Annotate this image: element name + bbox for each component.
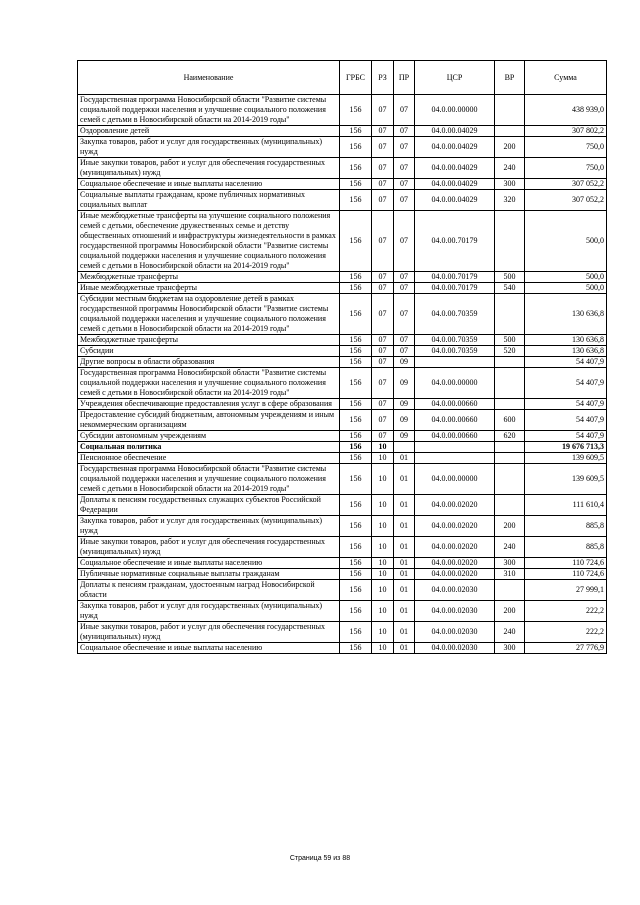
table-row — [78, 95, 607, 126]
cell-sum: 139 609,5 — [525, 453, 607, 464]
table-row — [78, 346, 607, 357]
table-header-row — [78, 61, 607, 95]
cell-name: Иные закупки товаров, работ и услуг для обеспечения государственных (муниципальных) нужд — [78, 622, 340, 643]
cell-vr: 240 — [495, 537, 525, 558]
cell-vr — [495, 464, 525, 495]
table-row — [78, 126, 607, 137]
cell-grbs: 156 — [340, 158, 372, 179]
cell-vr: 520 — [495, 346, 525, 357]
cell-pr — [394, 442, 415, 453]
cell-pr: 01 — [394, 580, 415, 601]
cell-vr — [495, 495, 525, 516]
cell-sum: 111 610,4 — [525, 495, 607, 516]
cell-vr: 200 — [495, 601, 525, 622]
cell-vr — [495, 368, 525, 399]
cell-grbs: 156 — [340, 442, 372, 453]
header-sum: Сумма — [525, 61, 607, 95]
cell-vr — [495, 453, 525, 464]
cell-sum: 500,0 — [525, 272, 607, 283]
cell-name: Субсидии местным бюджетам на оздоровление детей в рамках государственной программы Новосибирской области "Развитие системы социальной поддержки населения и улучшение социального положения семей с детьми в Новосибирской области на 2014-2019 годы" — [78, 294, 340, 335]
cell-csr: 04.0.00.02030 — [415, 622, 495, 643]
cell-sum: 438 939,0 — [525, 95, 607, 126]
cell-sum: 750,0 — [525, 137, 607, 158]
header-pr: ПР — [394, 61, 415, 95]
cell-sum: 19 676 713,3 — [525, 442, 607, 453]
cell-rz: 10 — [372, 558, 394, 569]
cell-vr: 500 — [495, 272, 525, 283]
cell-sum: 222,2 — [525, 622, 607, 643]
table-row — [78, 335, 607, 346]
cell-rz: 10 — [372, 442, 394, 453]
header-vr: ВР — [495, 61, 525, 95]
cell-rz: 10 — [372, 601, 394, 622]
cell-sum: 27 999,1 — [525, 580, 607, 601]
cell-csr — [415, 442, 495, 453]
table-row — [78, 580, 607, 601]
cell-sum: 750,0 — [525, 158, 607, 179]
cell-grbs: 156 — [340, 126, 372, 137]
cell-rz: 10 — [372, 495, 394, 516]
cell-name: Социальное обеспечение и иные выплаты населению — [78, 179, 340, 190]
cell-pr: 01 — [394, 537, 415, 558]
cell-vr — [495, 399, 525, 410]
cell-rz: 10 — [372, 580, 394, 601]
cell-vr: 320 — [495, 190, 525, 211]
cell-sum: 54 407,9 — [525, 399, 607, 410]
cell-grbs: 156 — [340, 335, 372, 346]
cell-vr: 200 — [495, 137, 525, 158]
table-row — [78, 399, 607, 410]
cell-name: Публичные нормативные социальные выплаты гражданам — [78, 569, 340, 580]
cell-grbs: 156 — [340, 622, 372, 643]
cell-pr: 07 — [394, 272, 415, 283]
cell-csr: 04.0.00.70359 — [415, 335, 495, 346]
cell-name: Закупка товаров, работ и услуг для государственных (муниципальных) нужд — [78, 516, 340, 537]
cell-sum: 130 636,8 — [525, 294, 607, 335]
cell-name: Государственная программа Новосибирской области "Развитие системы социальной поддержки населения и улучшение социального положения семей с детьми в Новосибирской области на 2014-2019 годы" — [78, 464, 340, 495]
cell-grbs: 156 — [340, 137, 372, 158]
cell-sum: 222,2 — [525, 601, 607, 622]
table-row — [78, 431, 607, 442]
cell-sum: 27 776,9 — [525, 643, 607, 654]
cell-csr: 04.0.00.02020 — [415, 537, 495, 558]
cell-grbs: 156 — [340, 211, 372, 272]
cell-rz: 10 — [372, 464, 394, 495]
cell-name: Иные межбюджетные трансферты на улучшение социального положения семей с детьми, обеспечение дружественных семье и детству общественных отношений и инфраструктуры жизнедеятельности в рамках государственной программы Новосибирской области "Развитие системы социальной поддержки населения и улучшение социального положения семей с детьми в Новосибирской области на 2014-2019 годы" — [78, 211, 340, 272]
cell-sum: 500,0 — [525, 283, 607, 294]
cell-grbs: 156 — [340, 431, 372, 442]
cell-pr: 01 — [394, 516, 415, 537]
cell-rz: 07 — [372, 399, 394, 410]
cell-pr: 09 — [394, 368, 415, 399]
cell-grbs: 156 — [340, 537, 372, 558]
header-grbs: ГРБС — [340, 61, 372, 95]
table-row — [78, 495, 607, 516]
cell-name: Социальное обеспечение и иные выплаты населению — [78, 643, 340, 654]
cell-csr: 04.0.00.00000 — [415, 368, 495, 399]
cell-vr — [495, 357, 525, 368]
cell-sum: 307 052,2 — [525, 190, 607, 211]
cell-name: Социальная политика — [78, 442, 340, 453]
cell-sum: 130 636,8 — [525, 335, 607, 346]
cell-vr — [495, 294, 525, 335]
cell-csr: 04.0.00.00660 — [415, 431, 495, 442]
cell-sum: 54 407,9 — [525, 410, 607, 431]
cell-sum: 139 609,5 — [525, 464, 607, 495]
cell-grbs: 156 — [340, 464, 372, 495]
cell-name: Государственная программа Новосибирской области "Развитие системы социальной поддержки населения и улучшение социального положения семей с детьми в Новосибирской области на 2014-2019 годы" — [78, 368, 340, 399]
cell-pr: 09 — [394, 399, 415, 410]
table-row — [78, 464, 607, 495]
cell-vr: 200 — [495, 516, 525, 537]
cell-grbs: 156 — [340, 601, 372, 622]
cell-csr: 04.0.00.02030 — [415, 643, 495, 654]
cell-name: Доплаты к пенсиям государственных служащих субъектов Российской Федерации — [78, 495, 340, 516]
cell-pr: 09 — [394, 357, 415, 368]
cell-name: Доплаты к пенсиям гражданам, удостоенным наград Новосибирской области — [78, 580, 340, 601]
cell-rz: 07 — [372, 346, 394, 357]
cell-name: Предоставление субсидий бюджетным, автономным учреждениям и иным некоммерческим организациям — [78, 410, 340, 431]
cell-sum: 307 052,2 — [525, 179, 607, 190]
cell-rz: 07 — [372, 335, 394, 346]
cell-grbs: 156 — [340, 643, 372, 654]
cell-vr: 500 — [495, 335, 525, 346]
cell-grbs: 156 — [340, 453, 372, 464]
cell-grbs: 156 — [340, 569, 372, 580]
cell-name: Другие вопросы в области образования — [78, 357, 340, 368]
cell-sum: 110 724,6 — [525, 558, 607, 569]
cell-rz: 07 — [372, 137, 394, 158]
cell-grbs: 156 — [340, 580, 372, 601]
cell-rz: 10 — [372, 643, 394, 654]
cell-pr: 07 — [394, 283, 415, 294]
cell-name: Иные межбюджетные трансферты — [78, 283, 340, 294]
header-name: Наименование — [78, 61, 340, 95]
budget-table — [77, 60, 607, 654]
cell-pr: 07 — [394, 211, 415, 272]
cell-grbs: 156 — [340, 357, 372, 368]
cell-name: Оздоровление детей — [78, 126, 340, 137]
cell-name: Государственная программа Новосибирской области "Развитие системы социальной поддержки населения и улучшение социального положения семей с детьми в Новосибирской области на 2014-2019 годы" — [78, 95, 340, 126]
table-row — [78, 537, 607, 558]
cell-grbs: 156 — [340, 516, 372, 537]
table-row — [78, 643, 607, 654]
cell-sum: 54 407,9 — [525, 357, 607, 368]
cell-vr: 300 — [495, 643, 525, 654]
cell-rz: 10 — [372, 453, 394, 464]
header-csr: ЦСР — [415, 61, 495, 95]
cell-name: Социальные выплаты гражданам, кроме публичных нормативных социальных выплат — [78, 190, 340, 211]
table-row — [78, 179, 607, 190]
cell-csr: 04.0.00.00660 — [415, 399, 495, 410]
cell-name: Учреждения обеспечивающие предоставления услуг в сфере образования — [78, 399, 340, 410]
cell-name: Субсидии — [78, 346, 340, 357]
cell-rz: 10 — [372, 569, 394, 580]
cell-pr: 07 — [394, 126, 415, 137]
cell-pr: 07 — [394, 335, 415, 346]
table-row — [78, 442, 607, 453]
cell-name: Иные закупки товаров, работ и услуг для обеспечения государственных (муниципальных) нужд — [78, 537, 340, 558]
cell-csr: 04.0.00.04029 — [415, 179, 495, 190]
table-row — [78, 368, 607, 399]
cell-csr: 04.0.00.04029 — [415, 126, 495, 137]
cell-rz: 10 — [372, 516, 394, 537]
cell-name: Межбюджетные трансферты — [78, 272, 340, 283]
cell-csr: 04.0.00.02020 — [415, 495, 495, 516]
cell-grbs: 156 — [340, 179, 372, 190]
cell-vr — [495, 126, 525, 137]
cell-sum: 110 724,6 — [525, 569, 607, 580]
cell-sum: 500,0 — [525, 211, 607, 272]
cell-rz: 07 — [372, 158, 394, 179]
cell-rz: 07 — [372, 190, 394, 211]
cell-sum: 885,8 — [525, 516, 607, 537]
page-number: Страница 59 из 88 — [289, 855, 351, 862]
cell-vr: 240 — [495, 158, 525, 179]
cell-pr: 01 — [394, 453, 415, 464]
cell-grbs: 156 — [340, 399, 372, 410]
cell-rz: 07 — [372, 211, 394, 272]
cell-csr: 04.0.00.04029 — [415, 158, 495, 179]
cell-vr: 300 — [495, 558, 525, 569]
table-row — [78, 211, 607, 272]
table-row — [78, 137, 607, 158]
cell-vr: 240 — [495, 622, 525, 643]
cell-pr: 01 — [394, 643, 415, 654]
cell-rz: 07 — [372, 283, 394, 294]
cell-grbs: 156 — [340, 272, 372, 283]
cell-vr — [495, 95, 525, 126]
cell-pr: 01 — [394, 569, 415, 580]
cell-rz: 07 — [372, 126, 394, 137]
cell-pr: 07 — [394, 294, 415, 335]
cell-csr — [415, 453, 495, 464]
cell-name: Субсидии автономным учреждениям — [78, 431, 340, 442]
cell-csr: 04.0.00.04029 — [415, 190, 495, 211]
cell-rz: 10 — [372, 622, 394, 643]
cell-csr: 04.0.00.70179 — [415, 211, 495, 272]
cell-vr — [495, 580, 525, 601]
cell-vr: 300 — [495, 179, 525, 190]
table-row — [78, 453, 607, 464]
cell-vr — [495, 211, 525, 272]
cell-sum: 885,8 — [525, 537, 607, 558]
cell-pr: 07 — [394, 346, 415, 357]
cell-pr: 07 — [394, 95, 415, 126]
cell-csr: 04.0.00.70179 — [415, 283, 495, 294]
cell-csr: 04.0.00.70359 — [415, 346, 495, 357]
cell-sum: 54 407,9 — [525, 431, 607, 442]
cell-rz: 07 — [372, 431, 394, 442]
cell-pr: 01 — [394, 558, 415, 569]
table-row — [78, 272, 607, 283]
cell-csr: 04.0.00.02020 — [415, 558, 495, 569]
cell-rz: 07 — [372, 272, 394, 283]
cell-csr: 04.0.00.00660 — [415, 410, 495, 431]
cell-pr: 09 — [394, 431, 415, 442]
cell-pr: 01 — [394, 495, 415, 516]
cell-sum: 307 802,2 — [525, 126, 607, 137]
header-rz: РЗ — [372, 61, 394, 95]
cell-name: Пенсионное обеспечение — [78, 453, 340, 464]
cell-name: Иные закупки товаров, работ и услуг для обеспечения государственных (муниципальных) нужд — [78, 158, 340, 179]
cell-pr: 07 — [394, 137, 415, 158]
table-row — [78, 601, 607, 622]
cell-csr — [415, 357, 495, 368]
cell-pr: 07 — [394, 190, 415, 211]
table-row — [78, 569, 607, 580]
cell-vr: 540 — [495, 283, 525, 294]
cell-rz: 07 — [372, 410, 394, 431]
cell-csr: 04.0.00.00000 — [415, 95, 495, 126]
cell-grbs: 156 — [340, 346, 372, 357]
cell-name: Закупка товаров, работ и услуг для государственных (муниципальных) нужд — [78, 137, 340, 158]
cell-grbs: 156 — [340, 294, 372, 335]
cell-grbs: 156 — [340, 410, 372, 431]
table-row — [78, 622, 607, 643]
table-row — [78, 516, 607, 537]
cell-vr — [495, 442, 525, 453]
cell-grbs: 156 — [340, 558, 372, 569]
cell-grbs: 156 — [340, 495, 372, 516]
cell-sum: 54 407,9 — [525, 368, 607, 399]
cell-grbs: 156 — [340, 190, 372, 211]
table-row — [78, 357, 607, 368]
cell-csr: 04.0.00.02030 — [415, 580, 495, 601]
cell-csr: 04.0.00.02020 — [415, 516, 495, 537]
table-body — [78, 95, 607, 654]
table-row — [78, 294, 607, 335]
cell-sum: 130 636,8 — [525, 346, 607, 357]
cell-name: Социальное обеспечение и иные выплаты населению — [78, 558, 340, 569]
cell-pr: 01 — [394, 622, 415, 643]
table-row — [78, 558, 607, 569]
cell-pr: 01 — [394, 601, 415, 622]
cell-rz: 07 — [372, 368, 394, 399]
cell-csr: 04.0.00.02020 — [415, 569, 495, 580]
table-row — [78, 283, 607, 294]
cell-name: Межбюджетные трансферты — [78, 335, 340, 346]
cell-csr: 04.0.00.02030 — [415, 601, 495, 622]
table-row — [78, 190, 607, 211]
cell-rz: 07 — [372, 179, 394, 190]
cell-grbs: 156 — [340, 95, 372, 126]
table-row — [78, 158, 607, 179]
cell-csr: 04.0.00.00000 — [415, 464, 495, 495]
cell-csr: 04.0.00.70359 — [415, 294, 495, 335]
cell-grbs: 156 — [340, 368, 372, 399]
table-row — [78, 410, 607, 431]
cell-grbs: 156 — [340, 283, 372, 294]
cell-csr: 04.0.00.04029 — [415, 137, 495, 158]
cell-rz: 07 — [372, 294, 394, 335]
cell-rz: 10 — [372, 537, 394, 558]
cell-rz: 07 — [372, 95, 394, 126]
cell-pr: 07 — [394, 158, 415, 179]
cell-name: Закупка товаров, работ и услуг для государственных (муниципальных) нужд — [78, 601, 340, 622]
cell-rz: 07 — [372, 357, 394, 368]
cell-pr: 07 — [394, 179, 415, 190]
cell-vr: 600 — [495, 410, 525, 431]
cell-pr: 09 — [394, 410, 415, 431]
cell-pr: 01 — [394, 464, 415, 495]
cell-vr: 620 — [495, 431, 525, 442]
cell-vr: 310 — [495, 569, 525, 580]
cell-csr: 04.0.00.70179 — [415, 272, 495, 283]
